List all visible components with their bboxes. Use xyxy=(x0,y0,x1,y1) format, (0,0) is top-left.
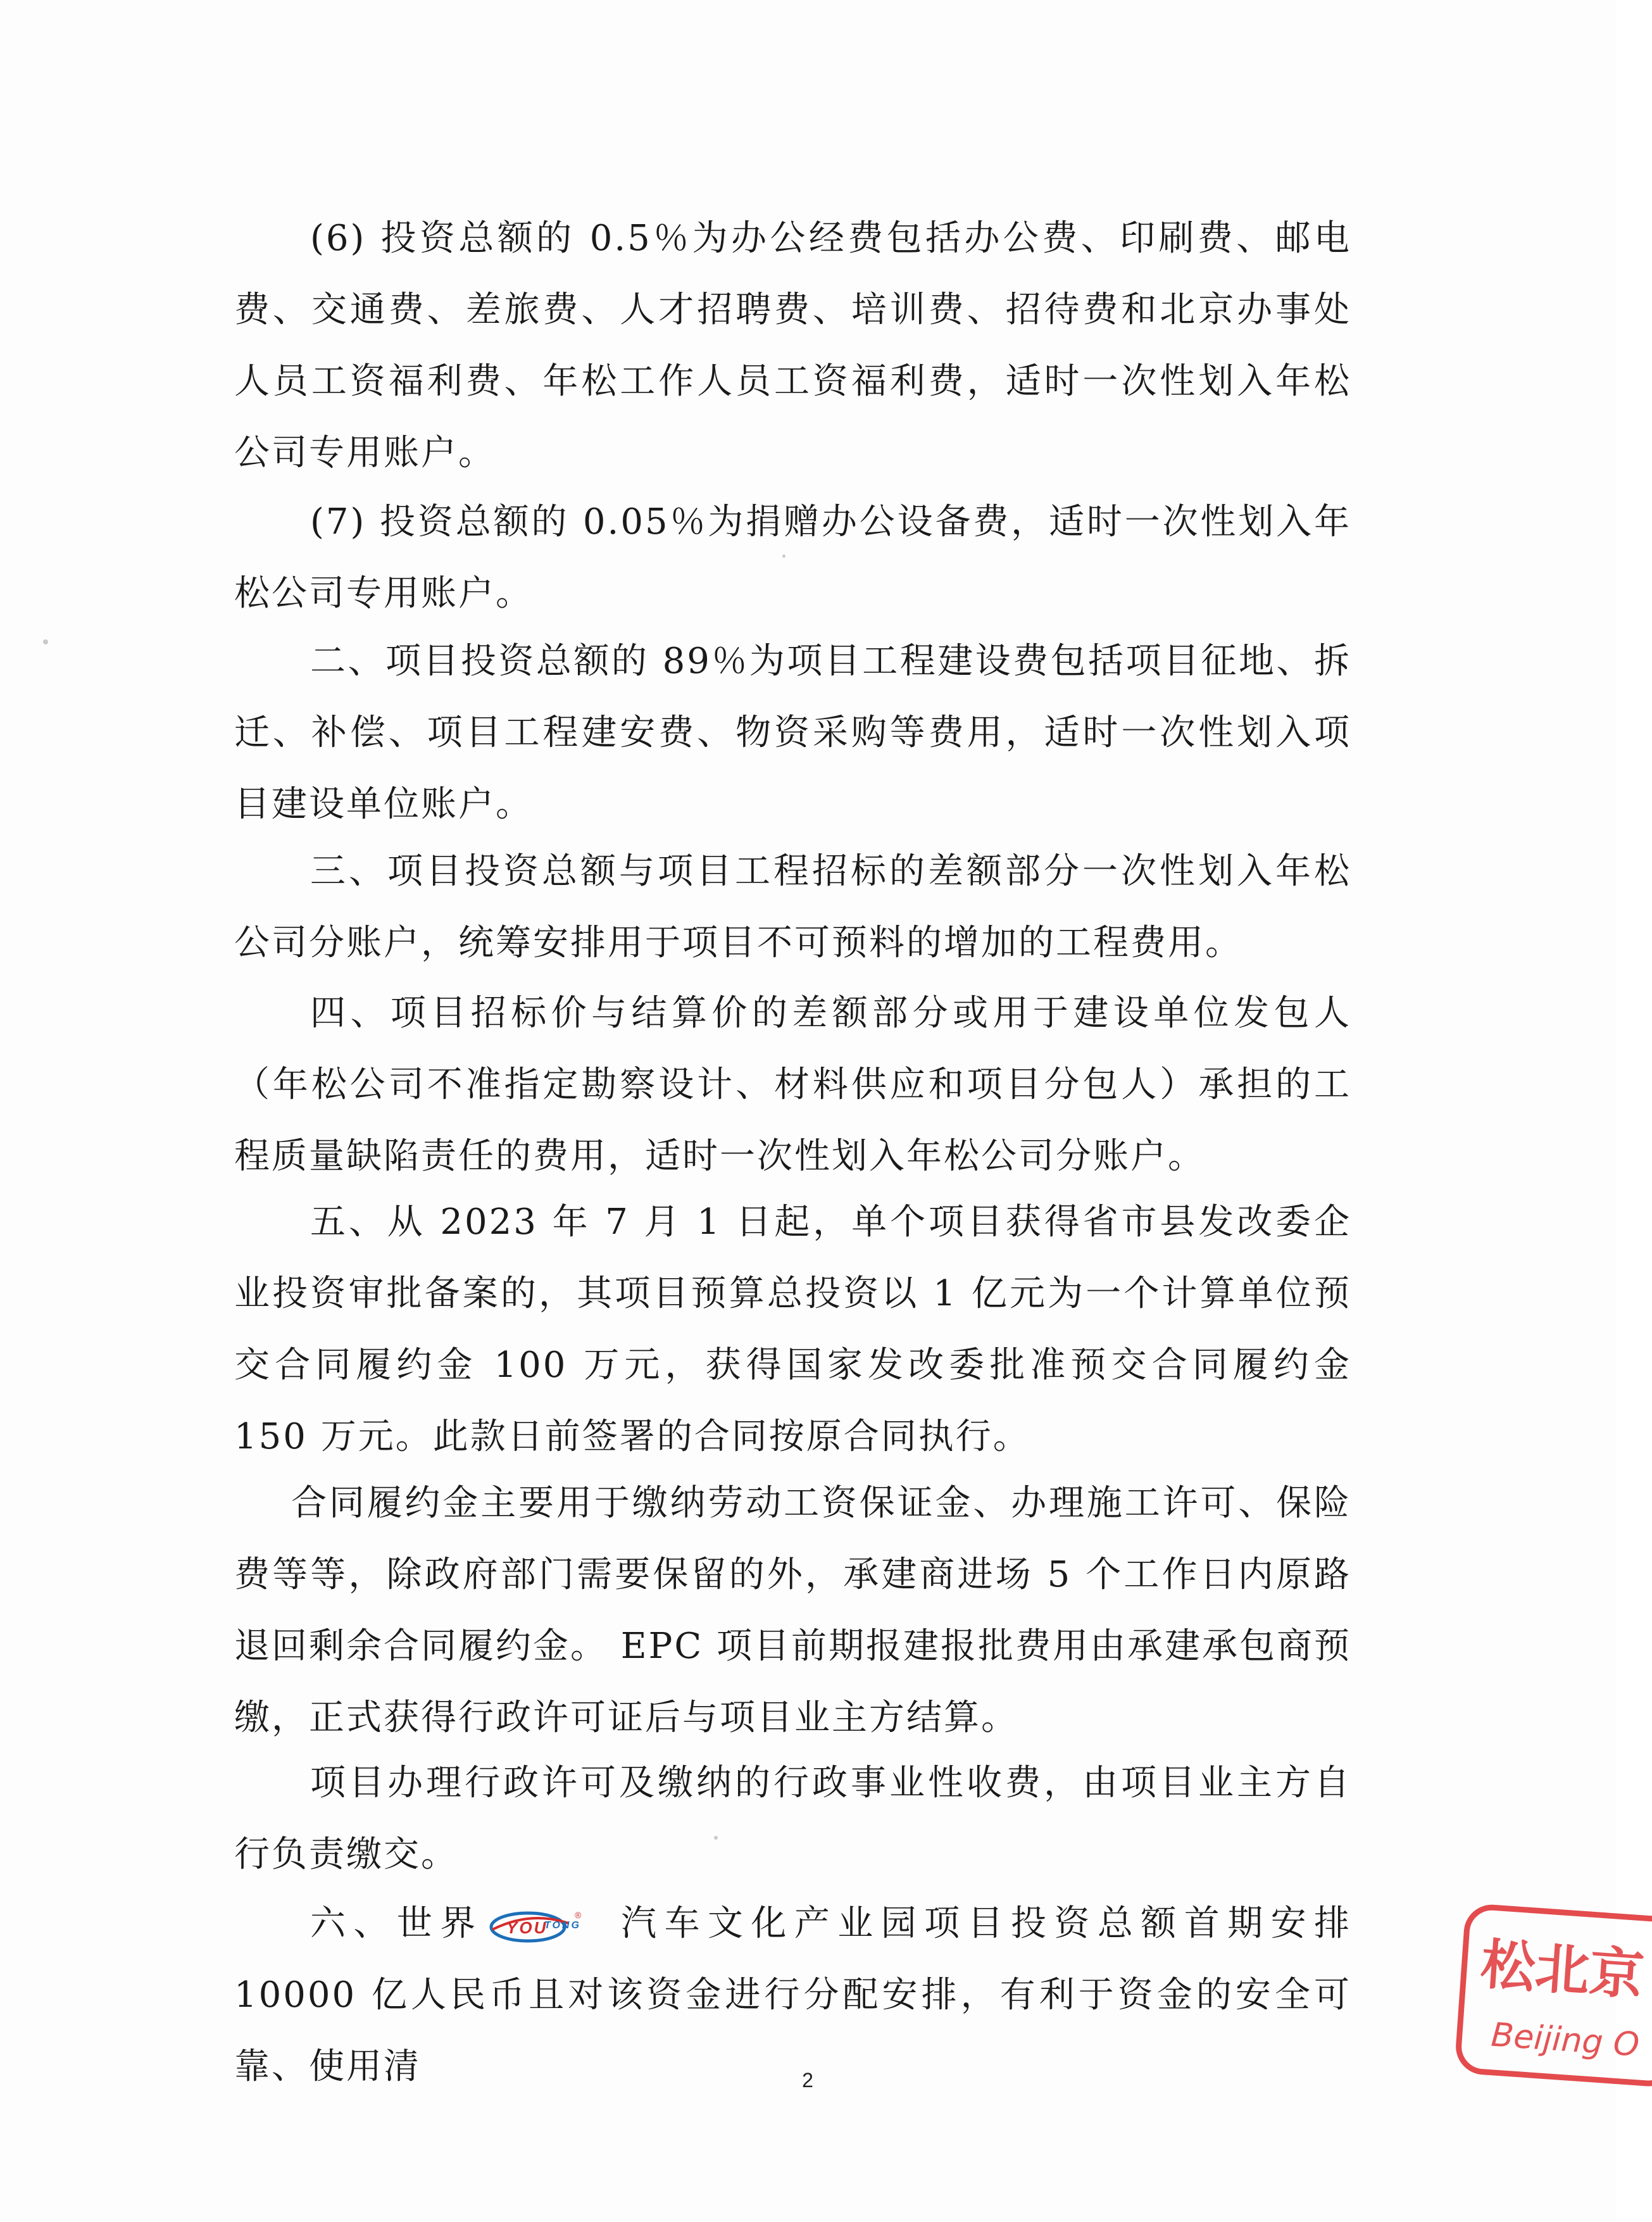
section-6-text: 汽车文化产业园项目投资总额首期安排 10000 亿人民币且对该资金进行分配安排，有利于资金的安全可靠、使用清 xyxy=(234,1903,1352,2087)
company-seal-stamp xyxy=(1449,1893,1652,2108)
paragraph-section-4: 四、项目招标价与结算价的差额部分或用于建设单位发包人（年松公司不准指定勘察设计、材料供应和项目分包人）承担的工程质量缺陷责任的费用，适时一次性划入年松公司分账户。 xyxy=(234,993,1351,1177)
svg-text:®: ® xyxy=(574,1909,584,1920)
paragraph-section-3: 三、项目投资总额与项目工程招标的差额部分一次性划入年松公司分账户，统筹安排用于项目不可预料的增加的工程费用。 xyxy=(234,851,1351,963)
scan-speck xyxy=(782,555,785,558)
svg-text:YOU: YOU xyxy=(506,1918,548,1937)
paragraph-item-7: (7) 投资总额的 0.05％为捐赠办公设备费，适时一次性划入年松公司专用账户。 xyxy=(234,501,1351,614)
paragraph-section-2: 二、项目投资总额的 89％为项目工程建设费包括项目征地、拆迁、补偿、项目工程建安费、物资采购等费用，适时一次性划入项目建设单位账户。 xyxy=(234,641,1351,825)
svg-text:松北京: 松北京 xyxy=(1479,1933,1646,2008)
youtong-logo-graphic xyxy=(486,1904,613,1949)
paragraph-admin-fees: 项目办理行政许可及缴纳的行政事业性收费，由项目业主方自行负责缴交。 xyxy=(234,1762,1351,1875)
paragraph-section-5: 五、从 2023 年 7 月 1 日起，单个项目获得省市县发改委企业投资审批备案的，其项目预算总投资以 1 亿元为一个计算单位预交合同履约金 100 万元，获得国家发改委批准预交合同履约金 150 万元。此款日前签署的合同按原合同执行。 xyxy=(234,1202,1351,1457)
paragraph-item-6: (6) 投资总额的 0.5％为办公经费包括办公费、印刷费、邮电费、交通费、差旅费、人才招聘费、培训费、招待费和北京办事处人员工资福利费、年松工作人员工资福利费，适时一次性划入年松公司专用账户。 xyxy=(234,218,1351,474)
youtong-logo xyxy=(486,1904,613,1949)
svg-text:Beijing O: Beijing O xyxy=(1489,2016,1641,2064)
scan-speck xyxy=(43,639,48,644)
svg-text:TONG: TONG xyxy=(544,1919,581,1931)
page-number: 2 xyxy=(802,2069,813,2092)
section-6-prefix: 六、世界 xyxy=(310,1903,484,1944)
paragraph-deposit-usage: 合同履约金主要用于缴纳劳动工资保证金、办理施工许可、保险费等等，除政府部门需要保留的外，承建商进场 5 个工作日内原路退回剩余合同履约金。 EPC 项目前期报建报批费用由承建承包商预缴，正式获得行政许可证后与项目业主方结算。 xyxy=(234,1483,1352,1738)
scan-speck xyxy=(714,1836,718,1840)
